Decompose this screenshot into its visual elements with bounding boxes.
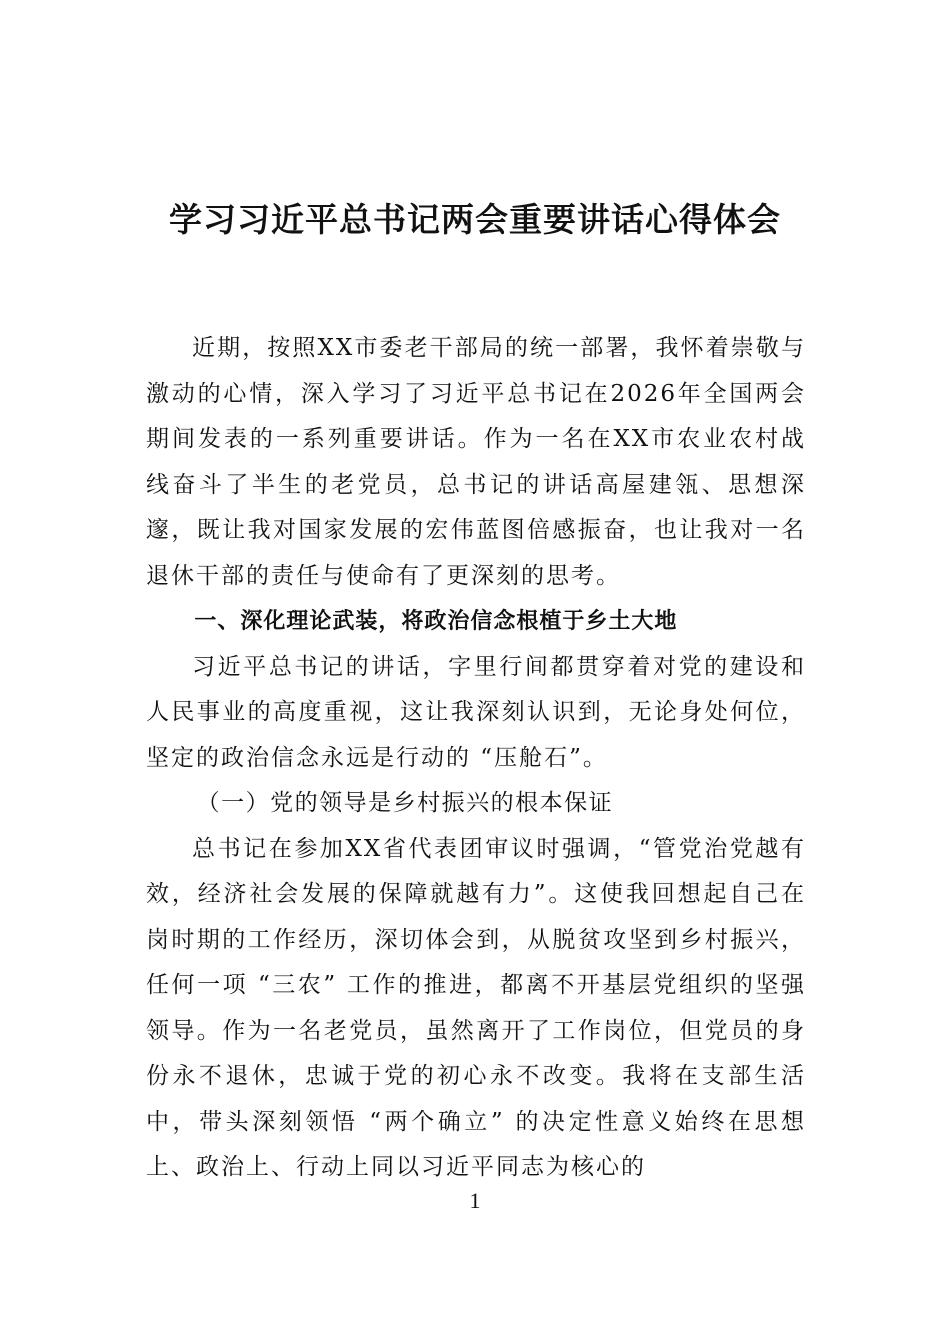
subsection1-paragraph: 总书记在参加XX省代表团审议时强调，“管党治党越有效，经济社会发展的保障就越有力”。这使我回想起自己在岗时期的工作经历，深切体会到，从脱贫攻坚到乡村振兴，任何一项 “三农” 工作的推进，都离不开基层党组织的坚强领导。作为一名老党员，虽然离开了工作岗位，但党员的身份永不退休，忠诚于党的初心永不改变。我将在支部生活中，带头深刻领悟 “两个确立” 的决定性意义始终在思想上、政治上、行动上同以习近平同志为核心的 bbox=[146, 835, 806, 1180]
intro-paragraph: 近期，按照XX市委老干部局的统一部署，我怀着崇敬与激动的心情，深入学习了习近平总书记在2026年全国两会期间发表的一系列重要讲话。作为一名在XX市农业农村战线奋斗了半生的老党员，总书记的讲话高屋建瓴、思想深邃，既让我对国家发展的宏伟蓝图倍感振奋，也让我对一名退休干部的责任与使命有了更深刻的思考。 bbox=[146, 335, 806, 589]
subsection-heading-1: （一）党的领导是乡村振兴的根本保证 bbox=[196, 790, 614, 816]
section-heading-1: 一、深化理论武装，将政治信念根植于乡土大地 bbox=[194, 609, 678, 634]
page-number: 1 bbox=[469, 1188, 481, 1213]
document-title: 学习习近平总书记两会重要讲话心得体会 bbox=[169, 200, 781, 239]
section1-paragraph: 习近平总书记的讲话，字里行间都贯穿着对党的建设和人民事业的高度重视，这让我深刻认识到，无论身处何位，坚定的政治信念永远是行动的 “压舱石”。 bbox=[146, 653, 806, 771]
document-body bbox=[146, 326, 806, 1191]
